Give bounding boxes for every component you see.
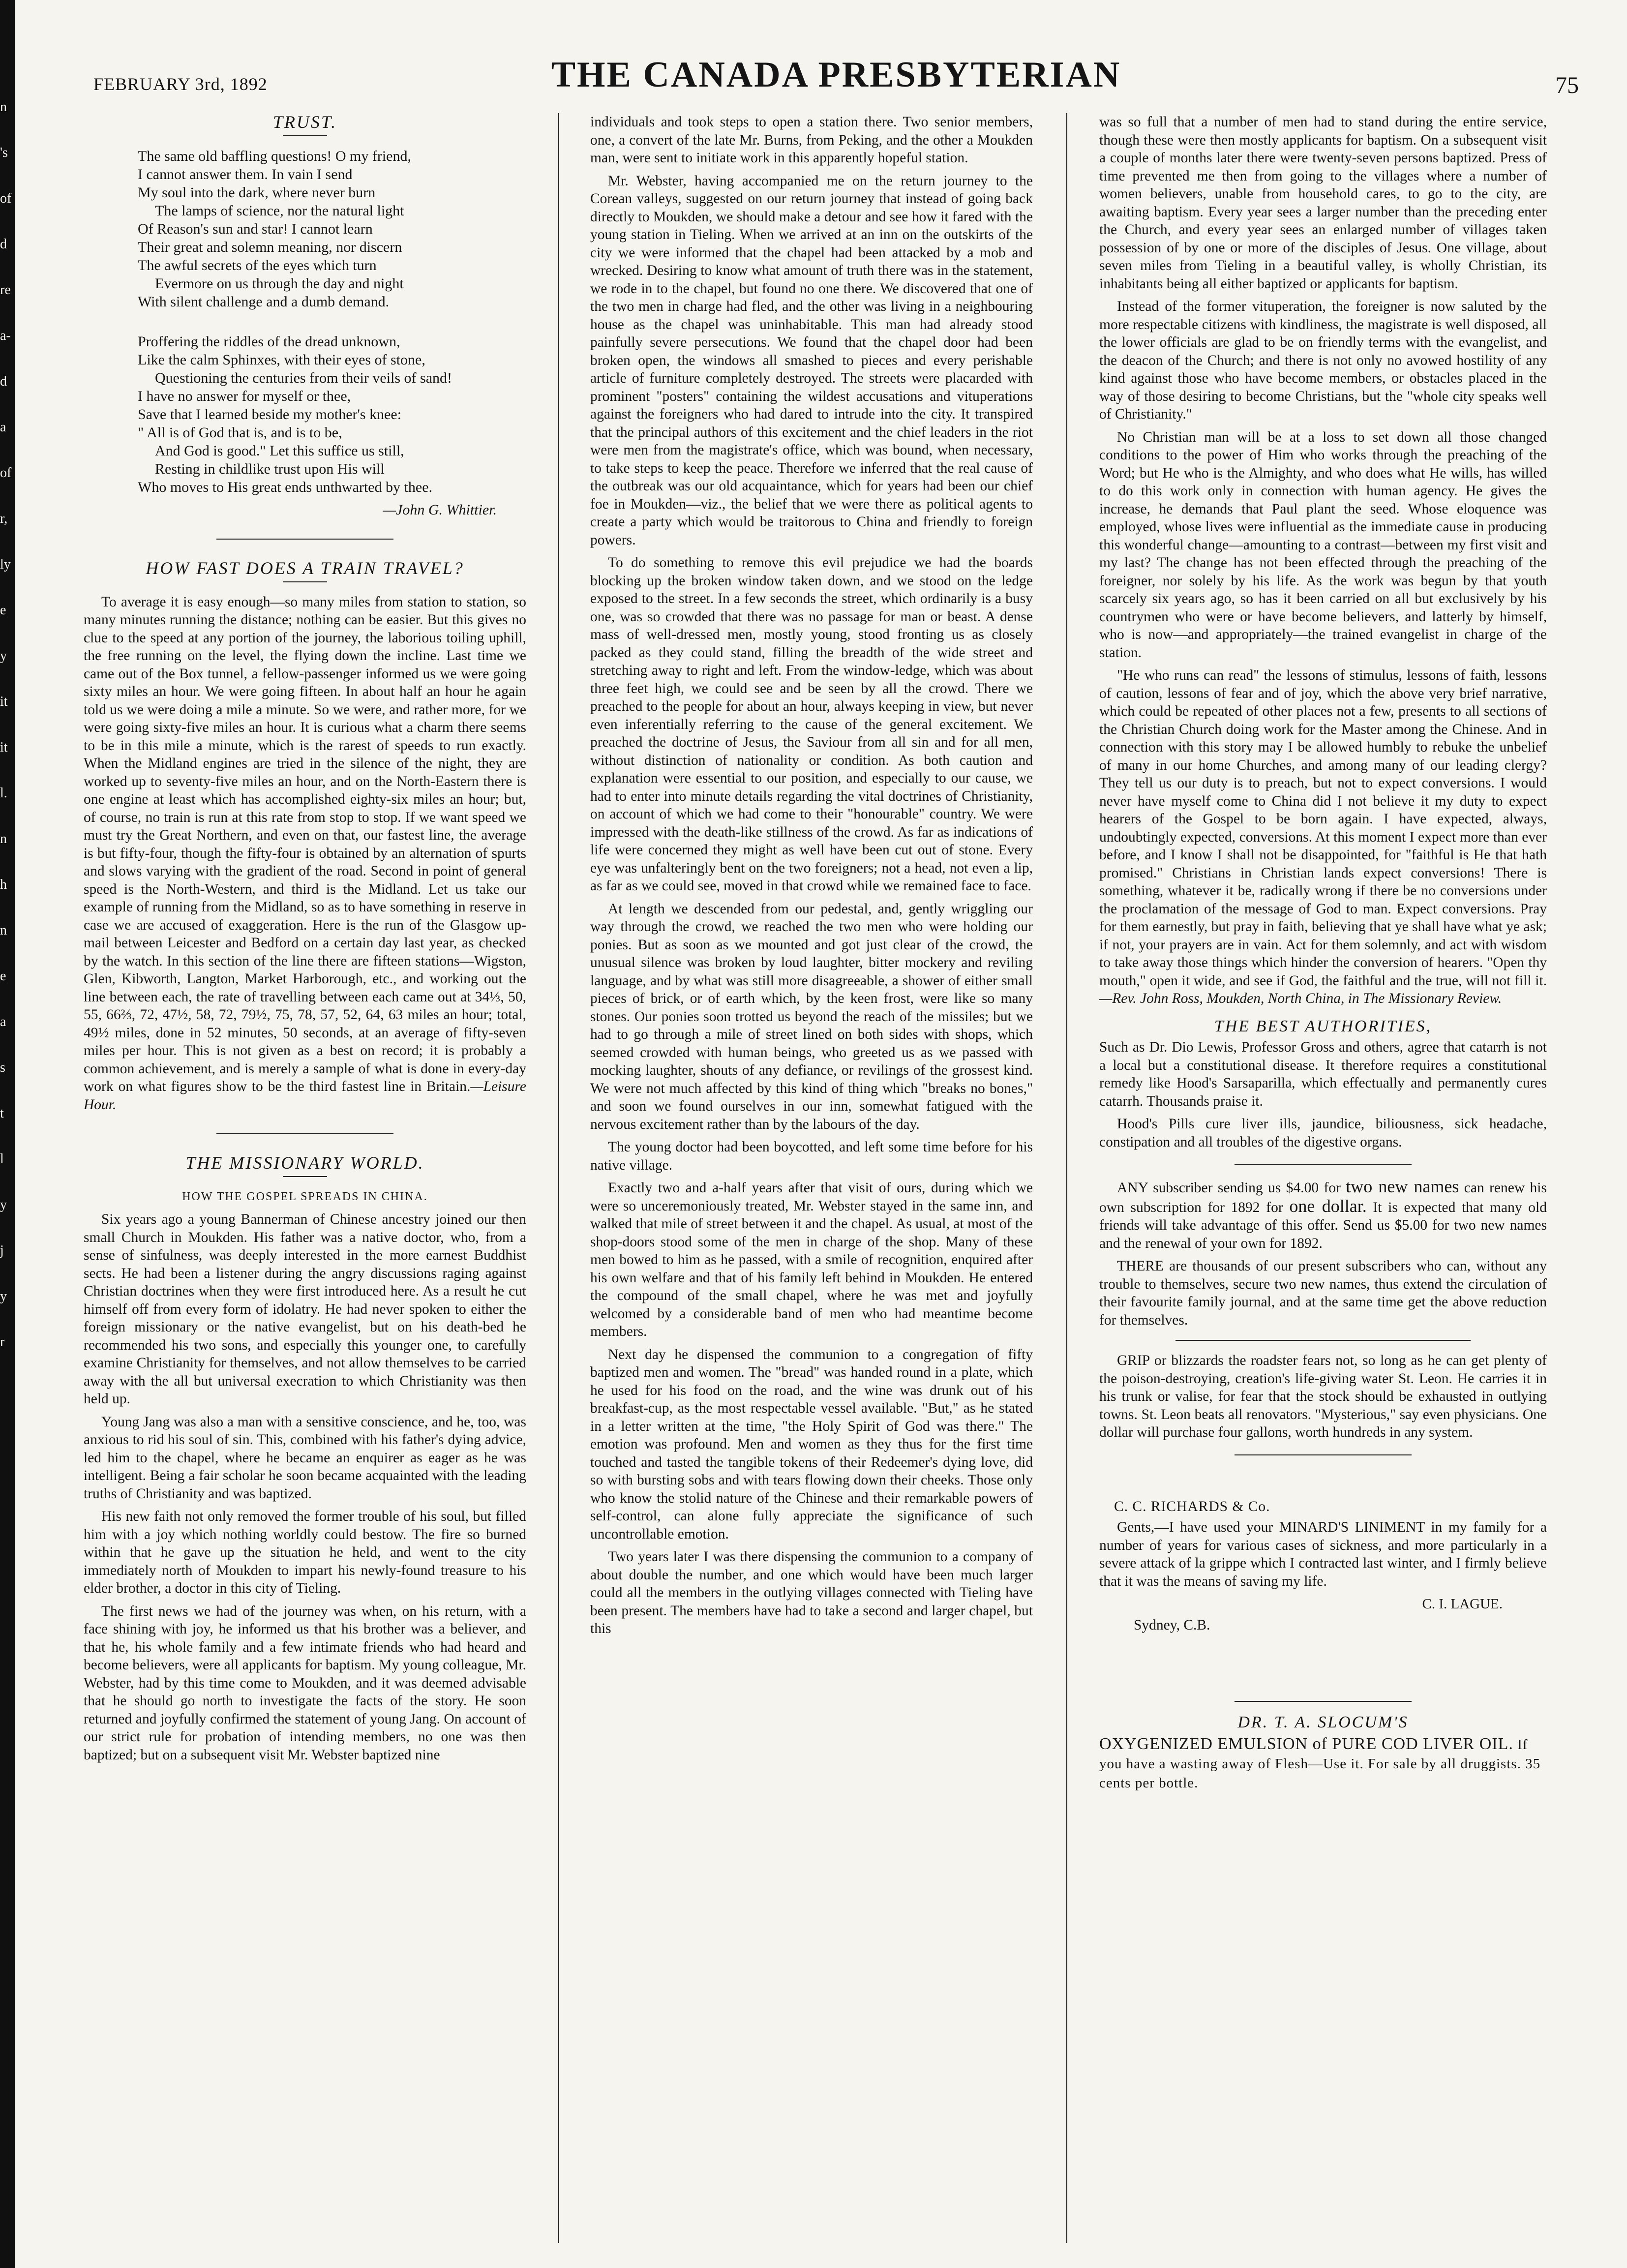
margin-fragment: n	[0, 923, 7, 938]
margin-fragment: l	[0, 1151, 4, 1167]
best-authorities-heading: THE BEST AUTHORITIES,	[1214, 1017, 1432, 1035]
poem-line: Resting in childlike trust upon His will	[155, 460, 385, 477]
article-paragraph: was so full that a number of men had to stand during the entire service, though these were then mostly applicants for baptism. On a subsequent visit a couple of months later there were twenty-seven persons baptized. Press of time prevented me then from going to the villages where a number of women believers, unable from household cares, to go to the city, are awaiting baptism. Every year sees a larger number than the preceding enter the Church, and every year sees an enlarged number of villages taken possession of by one or more of the disciples of Jesus. One village, about seven miles from Tieling in a beautiful valley, is wholly Christian, its inhabitants being all either baptized or applicants for baptism.	[1099, 114, 1547, 292]
divider	[216, 1133, 393, 1134]
poem-line: Of Reason's sun and star! I cannot learn	[138, 220, 373, 237]
margin-fragment: d	[0, 237, 7, 252]
column-rule-1	[558, 113, 559, 2243]
poem-line: My soul into the dark, where never burn	[138, 184, 376, 201]
margin-fragment: r,	[0, 511, 8, 526]
poem-stanza-1	[84, 147, 526, 311]
train-heading: HOW FAST DOES A TRAIN TRAVEL?	[146, 558, 464, 578]
poem-line: The awful secrets of the eyes which turn	[138, 257, 377, 273]
divider	[283, 1176, 327, 1177]
article-paragraph: Next day he dispensed the communion to a congregation of fifty baptized men and women. The "bread" was handed round in a plate, which he used for his food on the road, and the wine was drunk out of his breakfast-cup, as the most respectable vessel available. "But," as he stated in a letter written at the time, "the Holy Spirit of God was there." The emotion was profound. Men and women as they thus for the first time touched and tasted the tangible tokens of their Redeemer's dying love, did so with bursting sobs and with tears flowing down their cheeks. Those only who know the stolid nature of the Chinese and their remarkable powers of self-control, can alone fully appreciate the significance of such uncontrollable emotion.	[590, 1346, 1033, 1542]
margin-fragment: it	[0, 740, 8, 755]
margin-fragment: t	[0, 1106, 4, 1121]
newspaper-title: THE CANADA PRESBYTERIAN	[551, 55, 1121, 95]
article-paragraph: The young doctor had been boycotted, and left some time before for his native village.	[590, 1139, 1033, 1173]
margin-fragment: s	[0, 1060, 5, 1075]
divider	[1235, 1701, 1412, 1702]
margin-fragment: d	[0, 374, 7, 389]
margin-fragment: of	[0, 465, 12, 481]
margin-fragment: a-	[0, 328, 11, 343]
margin-fragments	[0, 98, 11, 1379]
article-paragraph: To do something to remove this evil prejudice we had the boards blocking up the broken window taken down, and we stood on the ledge exposed to the street. In a few seconds the street, which ordinarily is a busy one, was so crowded that there was no passage for man or beast. A dense mass of well-dressed men, mostly young, stood fronting us as closely packed as they could stand, filling the breadth of the wide street and stretching away to right and left. From the window-ledge, which was about three feet high, we could see and be seen by all the crowd. There we preached to the people for about an hour, always keeping in view, but never even inferentially referring to the cause of the general excitement. We preached the doctrine of Jesus, the Saviour from all sin and for all men, without distinction of nationality or condition. As both caution and explanation were essential to our position, and especially to our cause, we had to enter into minute details regarding the vital doctrines of Christianity, on account of which we had come to their "honourable" country. We were impressed with the death-like stillness of the crowd. As far as indications of life were concerned they might as well have been cut out of stone. Every eye was unfalteringly bent on the two foreigners; not a head, not even a lip, as far as we could see, moved in that crowd while we remained face to face.	[590, 555, 1033, 894]
minard-signer: C. I. LAGUE.	[1422, 1596, 1503, 1612]
divider	[1175, 1340, 1471, 1341]
margin-fragment: n	[0, 99, 7, 115]
page-number: 75	[1555, 72, 1579, 98]
margin-fragment: e	[0, 968, 6, 984]
page-header	[93, 54, 1579, 108]
poem-attribution: —John G. Whittier.	[383, 501, 497, 518]
article-paragraph: individuals and took steps to open a station there. Two senior members, one, a convert of the late Mr. Burns, from Peking, and the other a Moukden man, were sent to initiate work in this apparently hopeful station.	[590, 114, 1033, 166]
divider	[283, 135, 327, 136]
ad-paragraph: Hood's Pills cure liver ills, jaundice, biliousness, sick headache, constipation and all troubles of the digestive organs.	[1099, 1116, 1547, 1150]
poem-line: Proffering the riddles of the dread unknown,	[138, 333, 400, 350]
margin-fragment: ly	[0, 557, 11, 572]
article-paragraph: His new faith not only removed the former trouble of his soul, but filled him with a joy which nothing worldly could bestow. The fire so burned within that he gave up the situation he held, and went to the city immediately north of Moukden to impart his newly-found treasure to his elder brother, a doctor in this city of Tieling.	[84, 1509, 526, 1596]
divider	[283, 581, 327, 582]
minard-place: Sydney, C.B.	[1134, 1617, 1210, 1633]
column-2	[590, 113, 1033, 2248]
poem-line: With silent challenge and a dumb demand.	[138, 293, 390, 310]
train-article: To average it is easy enough—so many miles from station to station, so many minutes running the distance; nothing can be easier. But this gives no clue to the speed at any portion of the journey, the laborious toiling uphill, the free running on the level, the flying down the incline. Last time we came out of the Box tunnel, a fellow-passenger informed us we were going sixty miles an hour. We were going fifteen. In about half an hour he again told us we were doing a mile a minute. So we were, and rather more, for we were going sixty-five miles an hour. It is curious what a charm there seems to be in this mile a minute, which is the rarest of speeds to run exactly. When the Midland engines are tried in the silence of the night, they are worked up to seventy-five miles an hour, and on the North-Eastern there is one engine at least which has accomplished eighty-six miles an hour; but, of course, no train is run at this rate from stop to stop. If we want speed we must try the Great Northern, and even on that, our fastest line, the average is but fifty-four, though the fifty-four is obtained by an alternation of spurts and slows varying with the gradient of the road. Second in point of general speed is the North-Western, and third is the Midland. Let us take our example of running from the Midland, so as to have something in reserve in case we are accused of exaggeration. Here is the run of the Glasgow up-mail between Leicester and Bedford on a certain day last year, as checked by the watch. In this section of the line there are fifteen stations—Wigston, Glen, Kibworth, Langton, Market Harborough, etc., and working out the line between each, the rate of travelling between each came out at 34⅓, 50, 55, 66⅔, 72, 47½, 58, 72, 79½, 75, 78, 57, 52, 64, 63 miles an hour; total, 49½ miles, done in 52 minutes, 50 seconds, at an average of fifty-seven miles per hour. This is not given as a best on record; it is probably a common achievement, and is merely a sample of what is done in every-day work on what figures show to be the third fastest line in Britain.—Leisure Hour.	[84, 594, 526, 1113]
poem-line: Like the calm Sphinxes, with their eyes of stone,	[138, 351, 425, 368]
article-paragraph: Two years later I was there dispensing the communion to a company of about double the number, and one which would have been much larger could all the members in the outlying villages connected with Tieling have been present. The members have had to take a second and larger chapel, but this	[590, 1549, 1033, 1636]
poem-line: I cannot answer them. In vain I send	[138, 166, 353, 182]
column-1	[84, 113, 526, 2248]
article-paragraph: Instead of the former vituperation, the foreigner is now saluted by the more respectable citizens with kindliness, the magistrate is well disposed, all the lower officials are glad to be on friendly terms with the evangelist, and the deacon of the Church; and there is not only no avowed hostility of any kind against those who have become members, or obstacles placed in the way of those desiring to become Christians, but the "whole city speaks well of Christianity."	[1099, 299, 1547, 422]
divider	[1235, 1164, 1412, 1165]
margin-fragment: 's	[0, 145, 8, 160]
poem-line: I have no answer for myself or thee,	[138, 388, 351, 404]
margin-fragment: l.	[0, 786, 7, 801]
poem-line: Questioning the centuries from their veils of sand!	[155, 369, 452, 386]
margin-fragment: e	[0, 603, 6, 618]
st-leon-ad: GRIP or blizzards the roadster fears not, so long as he can get plenty of the poison-destroying, creation's life-giving water St. Leon. He carries it in his trunk or valise, for fear that the stock should be exhausted in outlying towns. St. Leon beats all renovators. "Mysterious," say even physicians. One dollar will purchase four gallons, worth hundreds in any system.	[1099, 1353, 1547, 1440]
margin-fragment: a	[0, 1014, 6, 1029]
margin-fragment: a	[0, 420, 6, 435]
subscriber-offer: ANY subscriber sending us $4.00 for two new names can renew his own subscription for 1892 for one dollar. It is expected that many old friends will take advantage of this offer. Send us $5.00 for two new names and the renewal of your own for 1892.	[1099, 1177, 1547, 1251]
article-paragraph: Mr. Webster, having accompanied me on the return journey to the Corean valleys, suggested on our return journey that instead of going back directly to Moukden, we should make a detour and see how it fared with the young station in Tieling. When we arrived at an inn on the outskirts of the city we were informed that the chapel had been attacked by a mob and wrecked. Desiring to know what amount of truth there was in the statement, we rode in to the chapel, but found no one there. We discovered that one of the two men in charge had fled, and the other was living in a neighbouring house as the chapel was uninhabitable. This man had already stood painfully severe persecutions. We found that the chapel door had been broken open, the windows all smashed to pieces and every perishable article of furniture completely destroyed. The streets were placarded with prominent "posters" containing the wildest accusations and vituperations against the foreigners who had dared to intrude into the city. It transpired that the principal authors of this excitement and the chief leaders in the riot were men from the magistrate's office, which was bound, when necessary, to take steps to keep the peace. Therefore we inferred that the real cause of the outbreak was our old acquaintance, which for years had been our chief foe in Moukden—viz., the belief that we were there as political agents to create a party which would be traitorous to China and friendly to foreign powers.	[590, 173, 1033, 548]
trust-heading: TRUST.	[272, 113, 337, 132]
article-paragraph: Six years ago a young Bannerman of Chinese ancestry joined our then small Church in Moukden. His father was a native doctor, who, from a sense of sinfulness, was deeply interested in the more earnest Buddhist sects. He had been a listener during the angry discussions raging against Christian doctrines when they were first introduced here. As a result he cut himself off from every form of idolatry. He had never spoken to either the foreign missionary or the native evangelist, but on his death-bed he recommended his two sons, and especially this younger one, to carefully examine Christianity for themselves, and not allow themselves to be carried away with the all but universal execration to which Christianity was then held up.	[84, 1211, 526, 1407]
margin-fragment: r	[0, 1334, 5, 1350]
ad-paragraph: Such as Dr. Dio Lewis, Professor Gross and others, agree that catarrh is not a local but a constitutional disease. It therefore requires a constitutional remedy like Hood's Sarsaparilla, which effectually and permanently cures catarrh. Thousands praise it.	[1099, 1039, 1547, 1109]
article-paragraph: Exactly two and a-half years after that visit of ours, during which we were so unceremoniously treated, Mr. Webster stayed in the same inn, and walked that mile of street between it and the chapel. As usual, at most of the shop-doors stood some of the men in charge of the shop. Many of these men bowed to him as he passed, with a smile of recognition, enquired after his own welfare and that of his family left behind in Moukden. He entered the compound of the small chapel, where he was met and joyfully welcomed by a considerable band of men who had meantime become members.	[590, 1180, 1033, 1339]
poem-line: " All is of God that is, and is to be,	[138, 424, 342, 441]
margin-fragment: j	[0, 1243, 4, 1258]
issue-date: FEBRUARY 3rd, 1892	[93, 74, 268, 94]
poem-line: Evermore on us through the day and night	[155, 275, 404, 292]
minard-testimonial: Gents,—I have used your MINARD'S LINIMENT in my family for a number of years for various cases of sickness, and more particularly in a severe attack of la grippe which I contracted last winter, and I firmly believe that it was the means of saving my life.	[1099, 1519, 1547, 1589]
divider	[1235, 1454, 1412, 1455]
column-rule-2	[1066, 113, 1067, 2243]
minard-company: C. C. RICHARDS & Co.	[1114, 1498, 1270, 1514]
slocum-title: DR. T. A. SLOCUM'S	[1237, 1713, 1409, 1731]
margin-fragment: n	[0, 831, 7, 847]
margin-fragment: it	[0, 694, 8, 709]
margin-fragment: y	[0, 648, 7, 664]
margin-fragment: of	[0, 191, 12, 206]
margin-fragment: y	[0, 1289, 7, 1304]
article-paragraph: At length we descended from our pedestal, and, gently wriggling our way through the crowd, we reached the two men who were holding our ponies. But as soon as we mounted and got just clear of the crowd, the unusual silence was broken by loud laughter, bitter mockery and reviling language, and by what was still more disagreeable, a shower of either small pieces of brick, or of earth which, by the keen frost, were like so many stones. Our ponies soon trotted us beyond the reach of the missiles; but we had to go through a mile of street lined on both sides with shops, which seemed crowded with human beings, who greeted us as we passed with mocking laughter, shouts of any defiance, or revilings of the grossest kind. We were not much affected by this kind of thing which "breaks no bones," and soon we found ourselves in our inn, somewhat fatigued with the nervous excitement rather than by the labours of the day.	[590, 901, 1033, 1132]
missionary-heading: THE MISSIONARY WORLD.	[185, 1153, 424, 1173]
poem-line: Their great and solemn meaning, nor discern	[138, 239, 402, 255]
margin-fragment: y	[0, 1197, 7, 1212]
missionary-subheading: HOW THE GOSPEL SPREADS IN CHINA.	[182, 1190, 428, 1203]
margin-fragment: re	[0, 282, 11, 298]
poem-line: Who moves to His great ends unthwarted by thee.	[138, 479, 433, 495]
poem-line: The same old baffling questions! O my friend,	[138, 148, 411, 164]
column-3	[1099, 113, 1547, 2248]
subscriber-note: THERE are thousands of our present subscribers who can, without any trouble to themselves, secure two new names, thus extend the circulation of their favourite family journal, and at the same time get the above reduction for themselves.	[1099, 1258, 1547, 1328]
poem-line: The lamps of science, nor the natural light	[155, 202, 404, 219]
slocum-ad: OXYGENIZED EMULSION of PURE COD LIVER OIL. If you have a wasting away of Flesh—Use it. For sale by all druggists. 35 cents per bottle.	[1099, 1734, 1541, 1791]
poem-stanza-2	[84, 333, 526, 496]
article-paragraph: Young Jang was also a man with a sensitive conscience, and he, too, was anxious to rid his soul of sin. This, combined with his father's dying advice, led him to the chapel, where he became an enquirer as eager as he was intelligent. Being a fair scholar he soon became acquainted with the leading truths of Christianity and was baptized.	[84, 1414, 526, 1502]
poem-line: Save that I learned beside my mother's knee:	[138, 406, 402, 423]
margin-fragment: h	[0, 877, 7, 892]
divider	[216, 539, 393, 540]
poem-line: And God is good." Let this suffice us still,	[155, 442, 404, 459]
article-paragraph: "He who runs can read" the lessons of stimulus, lessons of faith, lessons of caution, lessons of fear and of joy, which the above very brief narrative, which could be repeated of other places not a few, presents to all sections of the Christian Church doing work for the Master among the Chinese. And in connection with this story may I be allowed humbly to rebuke the unbelief of many in our home Churches, and among many of our leading clergy? They tell us our duty is to preach, but not to expect conversions. I would never have myself come to China did I not believe it my duty to expect hearers of the Gospel to be born again. I have expected, always, undoubtingly expected, conversions. At this moment I expect more than ever before, and I know I shall not be disappointed, for "faithful is He that hath promised." Christians in Christian lands expect conversions! There is something, whatever it be, radically wrong if there be no conversions under the proclamation of the message of God to man. Expect conversions. Pray for them earnestly, but pray in faith, believing that ye shall have what ye ask; if not, your prayers are in vain. Act for them solemnly, and act with wisdom to take away those things which hinder the conversion of hearers. "Open thy mouth," open it wide, and see if God, the faithful and the true, will not fill it.—Rev. John Ross, Moukden, North China, in The Missionary Review.	[1099, 667, 1547, 1006]
article-paragraph: No Christian man will be at a loss to set down all those changed conditions to the power of Him who works through the preaching of the Word; but He who is the Almighty, and who does what He wills, has willed to do this work only in connection with human agency. He gives the increase, he demands that Paul plant the seed. Whose eloquence was employed, whose lives were influential as the immediate cause in producing this wonderful change—amounting to a contrast—between my first visit and my last? The change has not been effected through the preaching of the foreigner, nor solely by his life. As the work was begun by that youth scarcely six years ago, so has it been carried on all but exclusively by his countrymen who were or have become believers, and latterly by himself, who is now—and appropriately—the trained evangelist in charge of the station.	[1099, 429, 1547, 661]
article-paragraph: The first news we had of the journey was when, on his return, with a face shining with joy, he informed us that his brother was a believer, and that he, his whole family and a few intimate friends who had heard and become believers, were all applicants for baptism. My young colleague, Mr. Webster, had by this time come to Moukden, and it was deemed advisable that he should go north to investigate the facts of the story. He soon returned and joyfully confirmed the statement of young Jang. On account of our strict rule for probation of intending members, no one was then baptized; but on a subsequent visit Mr. Webster baptized nine	[84, 1603, 526, 1763]
